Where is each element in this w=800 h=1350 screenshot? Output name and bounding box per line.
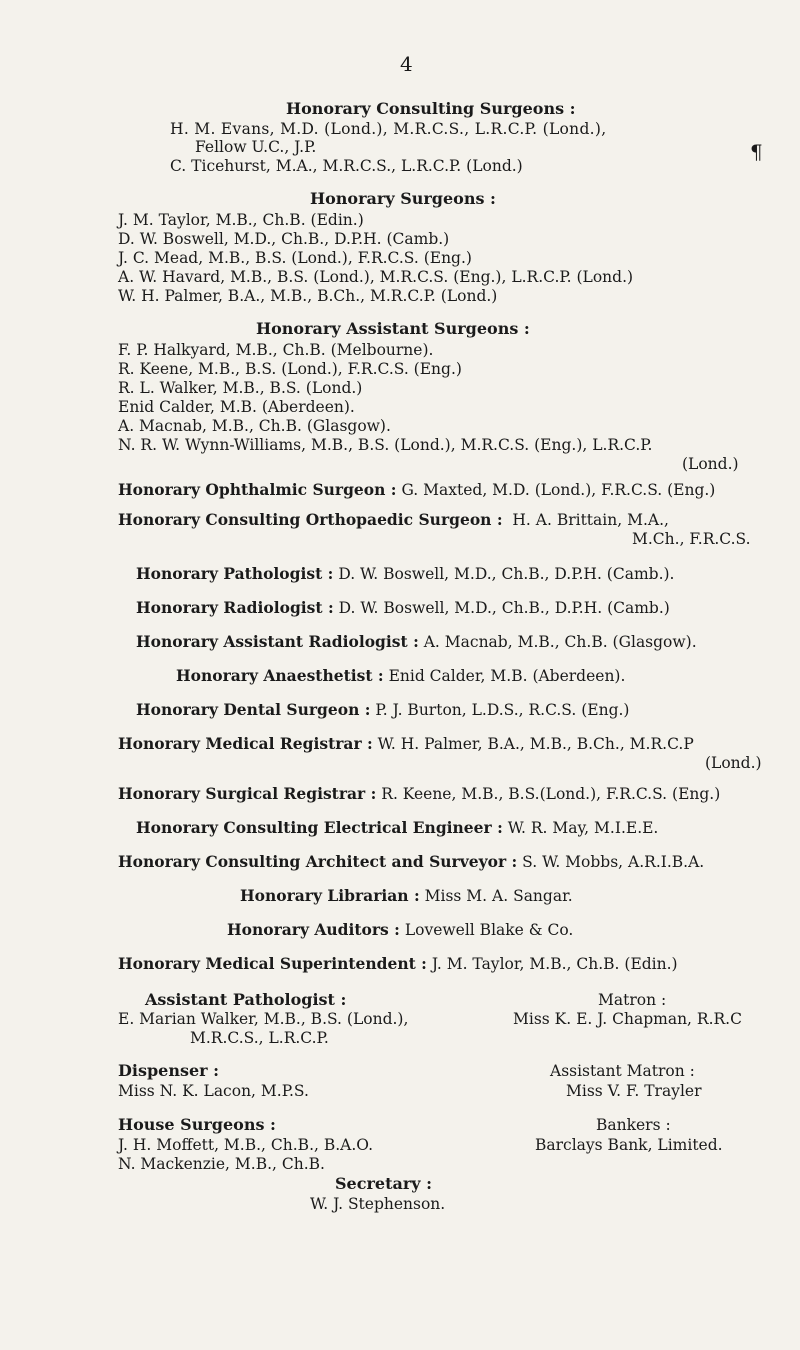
appointment-title: Honorary Librarian : bbox=[240, 886, 420, 905]
appointment-name: Enid Calder, M.B. (Aberdeen). bbox=[388, 667, 626, 685]
surgeon-line: W. H. Palmer, B.A., M.B., B.Ch., M.R.C.P. (Lond.) bbox=[118, 287, 498, 305]
assistant-surgeon-line: (Lond.) bbox=[682, 455, 739, 473]
appointment-title: Honorary Auditors : bbox=[227, 920, 400, 939]
secretary-name: W. J. Stephenson. bbox=[310, 1195, 446, 1213]
surgeon-line: A. W. Havard, M.B., B.S. (Lond.), M.R.C.S. (Eng.), L.R.C.P. (Lond.) bbox=[118, 268, 634, 286]
assistant-pathologist-line: E. Marian Walker, M.B., B.S. (Lond.), bbox=[118, 1010, 409, 1028]
matron-heading: Matron : bbox=[598, 991, 667, 1009]
assistant-matron-line: Miss V. F. Trayler bbox=[566, 1082, 702, 1100]
appointment-orthopaedic bbox=[118, 511, 669, 529]
appointment-title: Honorary Consulting Architect and Surveyor : bbox=[118, 852, 518, 871]
appointment-title: Honorary Surgical Registrar : bbox=[118, 784, 377, 803]
appointment-name: W. R. May, M.I.E.E. bbox=[507, 819, 659, 837]
appointment-title: Honorary Assistant Radiologist : bbox=[136, 632, 419, 651]
consulting-surgeon-line: H. M. Evans, M.D. (Lond.), M.R.C.S., L.R.C.P. (Lond.), bbox=[170, 120, 607, 138]
assistant-pathologist-line: M.R.C.S., L.R.C.P. bbox=[190, 1029, 329, 1047]
assistant-surgeons-heading: Honorary Assistant Surgeons : bbox=[256, 319, 530, 338]
consulting-surgeon-line: C. Ticehurst, M.A., M.R.C.S., L.R.C.P. (Lond.) bbox=[170, 157, 523, 175]
appointment-name: R. Keene, M.B., B.S.(Lond.), F.R.C.S. (Eng.) bbox=[381, 785, 721, 803]
appointment-name: W. H. Palmer, B.A., M.B., B.Ch., M.R.C.P bbox=[377, 735, 694, 753]
appointment-radiologist bbox=[136, 599, 670, 617]
appointment-dental-surgeon bbox=[136, 701, 629, 719]
house-surgeon-line: N. Mackenzie, M.B., Ch.B. bbox=[118, 1155, 325, 1173]
appointment-title: Honorary Anaesthetist : bbox=[176, 666, 384, 685]
appointment-title: Honorary Medical Registrar : bbox=[118, 734, 373, 753]
pilcrow-mark-icon: ¶ bbox=[750, 140, 763, 164]
appointment-name: J. M. Taylor, M.B., Ch.B. (Edin.) bbox=[431, 955, 678, 973]
appointment-title: Honorary Dental Surgeon : bbox=[136, 700, 371, 719]
appointment-name: H. A. Brittain, M.A., bbox=[512, 511, 669, 529]
appointment-electrical-engineer bbox=[136, 819, 658, 837]
dispenser-line: Miss N. K. Lacon, M.P.S. bbox=[118, 1082, 309, 1100]
appointment-name: P. J. Burton, L.D.S., R.C.S. (Eng.) bbox=[375, 701, 630, 719]
assistant-surgeon-line: Enid Calder, M.B. (Aberdeen). bbox=[118, 398, 355, 416]
appointment-name-cont: (Lond.) bbox=[705, 754, 762, 772]
surgeon-line: D. W. Boswell, M.D., Ch.B., D.P.H. (Camb.) bbox=[118, 230, 450, 248]
consulting-surgeon-line: Fellow U.C., J.P. bbox=[195, 138, 317, 156]
assistant-surgeon-line: N. R. W. Wynn-Williams, M.B., B.S. (Lond.), M.R.C.S. (Eng.), L.R.C.P. bbox=[118, 436, 653, 454]
appointment-auditors bbox=[227, 921, 573, 939]
appointment-anaesthetist bbox=[176, 667, 625, 685]
appointment-name: D. W. Boswell, M.D., Ch.B., D.P.H. (Camb.). bbox=[338, 565, 675, 583]
appointment-surgical-registrar bbox=[118, 785, 720, 803]
secretary-heading: Secretary : bbox=[335, 1174, 433, 1193]
assistant-surgeon-line: A. Macnab, M.B., Ch.B. (Glasgow). bbox=[118, 417, 391, 435]
appointment-medical-superintendent bbox=[118, 955, 678, 973]
assistant-pathologist-heading: Assistant Pathologist : bbox=[145, 990, 347, 1009]
appointment-name: G. Maxted, M.D. (Lond.), F.R.C.S. (Eng.) bbox=[401, 481, 716, 499]
appointment-title: Honorary Radiologist : bbox=[136, 598, 334, 617]
assistant-surgeon-line: R. Keene, M.B., B.S. (Lond.), F.R.C.S. (Eng.) bbox=[118, 360, 462, 378]
surgeon-line: J. C. Mead, M.B., B.S. (Lond.), F.R.C.S. (Eng.) bbox=[118, 249, 472, 267]
house-surgeon-line: J. H. Moffett, M.B., Ch.B., B.A.O. bbox=[118, 1136, 374, 1154]
bankers-line: Barclays Bank, Limited. bbox=[535, 1136, 723, 1154]
appointment-name: Lovewell Blake & Co. bbox=[404, 921, 574, 939]
dispenser-heading: Dispenser : bbox=[118, 1061, 220, 1080]
appointment-title: Honorary Consulting Electrical Engineer : bbox=[136, 818, 503, 837]
appointment-name: S. W. Mobbs, A.R.I.B.A. bbox=[522, 853, 705, 871]
bankers-heading: Bankers : bbox=[596, 1116, 671, 1134]
assistant-matron-heading: Assistant Matron : bbox=[550, 1062, 695, 1080]
page-number: 4 bbox=[400, 52, 413, 76]
assistant-surgeon-line: R. L. Walker, M.B., B.S. (Lond.) bbox=[118, 379, 363, 397]
appointment-name: D. W. Boswell, M.D., Ch.B., D.P.H. (Camb.) bbox=[338, 599, 670, 617]
appointment-name-cont: M.Ch., F.R.C.S. bbox=[632, 530, 751, 548]
appointment-assistant-radiologist bbox=[136, 633, 697, 651]
appointment-pathologist bbox=[136, 565, 674, 583]
consulting-surgeons-heading: Honorary Consulting Surgeons : bbox=[286, 99, 576, 118]
surgeons-heading: Honorary Surgeons : bbox=[310, 189, 496, 208]
appointment-name: Miss M. A. Sangar. bbox=[424, 887, 573, 905]
appointment-title: Honorary Pathologist : bbox=[136, 564, 334, 583]
surgeon-line: J. M. Taylor, M.B., Ch.B. (Edin.) bbox=[118, 211, 364, 229]
appointment-librarian bbox=[240, 887, 573, 905]
assistant-surgeon-line: F. P. Halkyard, M.B., Ch.B. (Melbourne). bbox=[118, 341, 434, 359]
appointment-title: Honorary Consulting Orthopaedic Surgeon : bbox=[118, 510, 503, 529]
matron-line: Miss K. E. J. Chapman, R.R.C bbox=[513, 1010, 742, 1028]
appointment-ophthalmic bbox=[118, 481, 715, 499]
appointment-architect-surveyor bbox=[118, 853, 704, 871]
appointment-title: Honorary Ophthalmic Surgeon : bbox=[118, 480, 397, 499]
appointment-title: Honorary Medical Superintendent : bbox=[118, 954, 427, 973]
appointment-medical-registrar bbox=[118, 735, 694, 753]
appointment-name: A. Macnab, M.B., Ch.B. (Glasgow). bbox=[423, 633, 697, 651]
house-surgeons-heading: House Surgeons : bbox=[118, 1115, 276, 1134]
